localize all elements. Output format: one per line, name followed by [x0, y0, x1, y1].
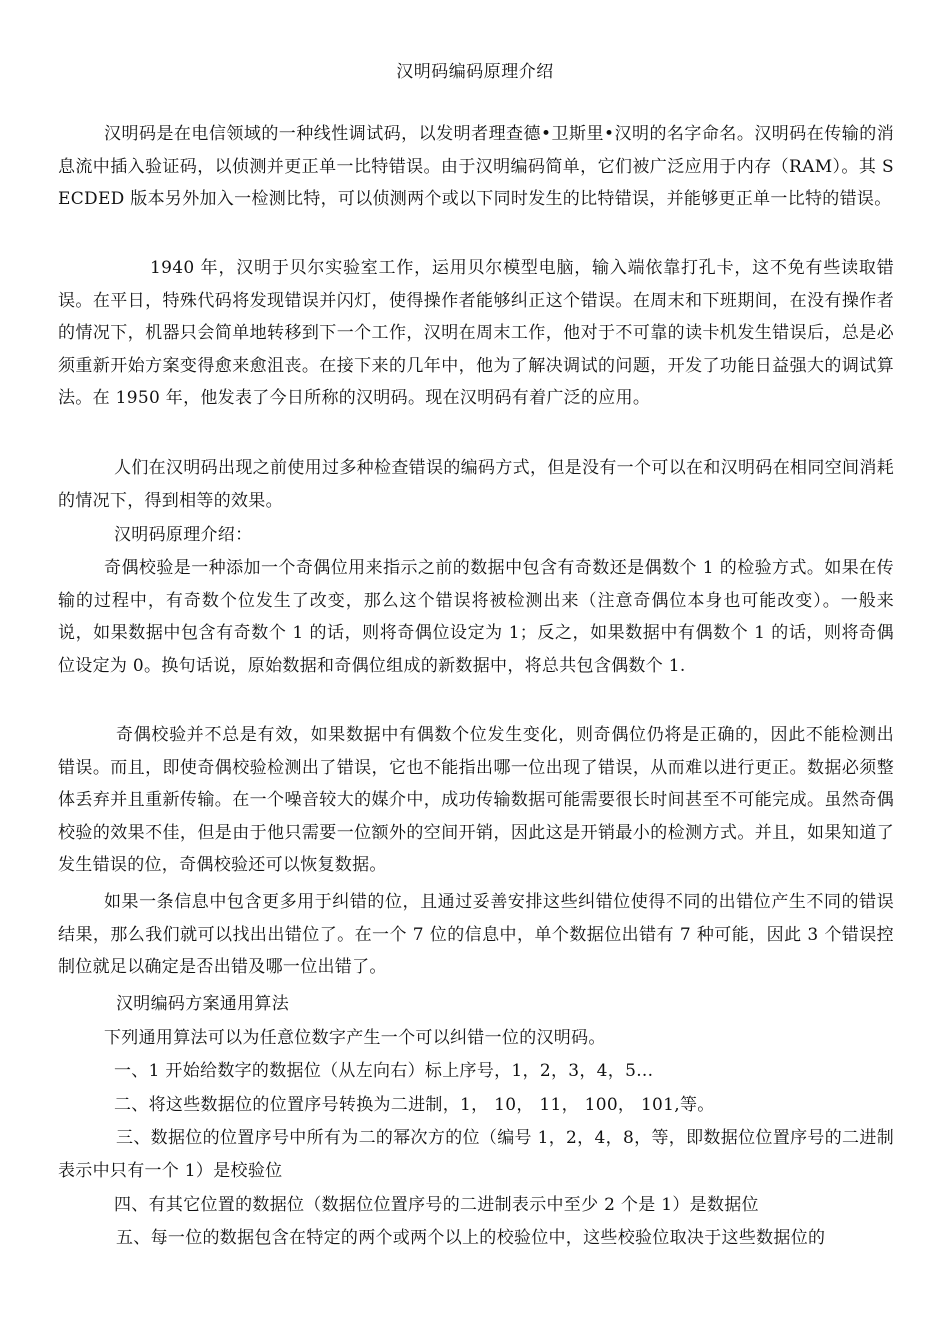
algorithm-step-4: 四、有其它位置的数据位（数据位位置序号的二进制表示中至少 2 个是 1）是数据位	[114, 1195, 759, 1215]
algorithm-step-2: 二、将这些数据位的位置序号转换为二进制，1， 10， 11， 100， 101,等。	[114, 1095, 715, 1115]
section-heading-principle: 汉明码原理介绍：	[114, 525, 253, 545]
paragraph-parity: 奇偶校验是一种添加一个奇偶位用来指示之前的数据中包含有奇数还是偶数个 1 的检验方式。如果在传输的过程中，有奇数个位发生了改变，那么这个错误将被检测出来（注意奇偶位本身也可能改变）。一般来说，如果数据中包含有奇数个 1 的话，则将奇偶位设定为 1；反之，如果数据中有偶数个 1 的话，则将奇偶位设定为 0。换句话说，原始数据和奇偶位组成的新数据中，将总共包含偶数个 1.	[58, 558, 894, 676]
document-title: 汉明码编码原理介绍	[396, 62, 554, 82]
paragraph-history: 1940 年，汉明于贝尔实验室工作，运用贝尔模型电脑，输入端依靠打孔卡，这不免有些读取错误。在平日，特殊代码将发现错误并闪灯，使得操作者能够纠正这个错误。在周末和下班期间，在没有操作者的情况下，机器只会简单地转移到下一个工作，汉明在周末工作，他对于不可靠的读卡机发生错误后，总是必须重新开始方案变得愈来愈沮丧。在接下来的几年中，他为了解决调试的问题，开发了功能日益强大的调试算法。在 1950 年，他发表了今日所称的汉明码。现在汉明码有着广泛的应用。	[58, 258, 894, 409]
algorithm-step-3: 三、数据位的位置序号中所有为二的幂次方的位（编号 1，2，4，8，等，即数据位位置序号的二进制表示中只有一个 1）是校验位	[58, 1128, 894, 1181]
paragraph-algorithm-intro: 下列通用算法可以为任意位数字产生一个可以纠错一位的汉明码。	[104, 1028, 606, 1048]
algorithm-step-1: 一、1 开始给数字的数据位（从左向右）标上序号，1，2，3，4，5...	[114, 1061, 654, 1081]
paragraph-parity-limits: 奇偶校验并不总是有效，如果数据中有偶数个位发生变化，则奇偶位仍将是正确的，因此不能检测出错误。而且，即使奇偶校验检测出了错误，它也不能指出哪一位出现了错误，从而难以进行更正。数据必须整体丢弃并且重新传输。在一个噪音较大的媒介中，成功传输数据可能需要很长时间甚至不可能完成。虽然奇偶校验的效果不佳，但是由于他只需要一位额外的空间开销，因此这是开销最小的检测方式。并且，如果知道了发生错误的位，奇偶校验还可以恢复数据。	[58, 725, 894, 876]
paragraph-error-locating: 如果一条信息中包含更多用于纠错的位，且通过妥善安排这些纠错位使得不同的出错位产生不同的错误结果，那么我们就可以找出出错位了。在一个 7 位的信息中，单个数据位出错有 7 种可能，因此 3 个错误控制位就足以确定是否出错及哪一位出错了。	[58, 892, 894, 978]
paragraph-intro: 汉明码是在电信领域的一种线性调试码，以发明者理查德•卫斯里•汉明的名字命名。汉明码在传输的消息流中插入验证码，以侦测并更正单一比特错误。由于汉明编码简单，它们被广泛应用于内存（RAM）。其 SECDED 版本另外加入一检测比特，可以侦测两个或以下同时发生的比特错误，并能够更正单一比特的错误。	[58, 124, 894, 210]
paragraph-comparison: 人们在汉明码出现之前使用过多种检查错误的编码方式，但是没有一个可以在和汉明码在相同空间消耗的情况下，得到相等的效果。	[58, 458, 894, 511]
section-heading-algorithm: 汉明编码方案通用算法	[116, 994, 289, 1014]
algorithm-step-5: 五、每一位的数据包含在特定的两个或两个以上的校验位中，这些校验位取决于这些数据位的	[116, 1228, 826, 1248]
